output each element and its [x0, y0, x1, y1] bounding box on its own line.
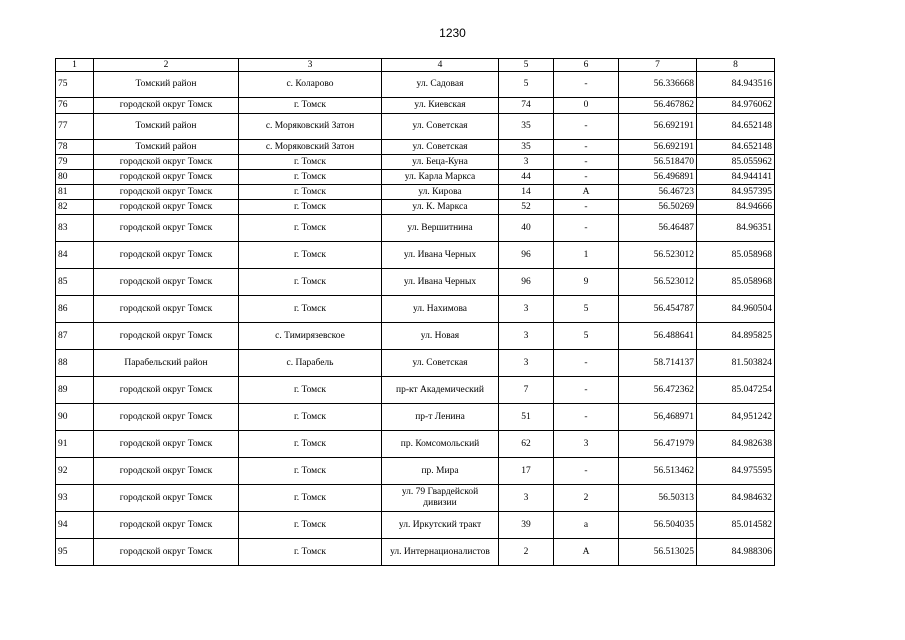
- cell-row-number: 81: [56, 185, 94, 200]
- cell-settlement: г. Томск: [239, 242, 382, 269]
- column-header-1: 1: [56, 59, 94, 72]
- cell-settlement: г. Томск: [239, 215, 382, 242]
- cell-street: ул. Садовая: [382, 72, 499, 98]
- cell-latitude: 56.488641: [619, 323, 697, 350]
- cell-building: -: [554, 200, 619, 215]
- cell-row-number: 82: [56, 200, 94, 215]
- cell-settlement: г. Томск: [239, 377, 382, 404]
- cell-house: 35: [499, 140, 554, 155]
- cell-settlement: г. Томск: [239, 404, 382, 431]
- cell-street: ул. Интернационалистов: [382, 539, 499, 566]
- cell-building: А: [554, 185, 619, 200]
- cell-street: ул. Кирова: [382, 185, 499, 200]
- cell-street: ул. 79 Гвардейской дивизии: [382, 485, 499, 512]
- cell-longitude: 85.058968: [697, 269, 775, 296]
- address-table: [55, 58, 775, 566]
- table-row: [56, 114, 775, 140]
- cell-house: 96: [499, 269, 554, 296]
- table-row: [56, 350, 775, 377]
- cell-row-number: 92: [56, 458, 94, 485]
- cell-row-number: 75: [56, 72, 94, 98]
- cell-longitude: 85.047254: [697, 377, 775, 404]
- cell-street: ул. Советская: [382, 350, 499, 377]
- cell-settlement: г. Томск: [239, 269, 382, 296]
- table-row: [56, 72, 775, 98]
- cell-row-number: 85: [56, 269, 94, 296]
- cell-settlement: с. Коларово: [239, 72, 382, 98]
- cell-street: пр-кт Академический: [382, 377, 499, 404]
- cell-building: -: [554, 170, 619, 185]
- cell-row-number: 90: [56, 404, 94, 431]
- cell-district: городской округ Томск: [94, 98, 239, 114]
- cell-district: городской округ Томск: [94, 242, 239, 269]
- table-row: [56, 377, 775, 404]
- cell-settlement: г. Томск: [239, 200, 382, 215]
- cell-longitude: 84.944141: [697, 170, 775, 185]
- table-row: [56, 404, 775, 431]
- cell-row-number: 94: [56, 512, 94, 539]
- cell-latitude: 56.467862: [619, 98, 697, 114]
- column-header-7: 7: [619, 59, 697, 72]
- table-row: [56, 140, 775, 155]
- cell-street: ул. Советская: [382, 114, 499, 140]
- table-row: [56, 215, 775, 242]
- cell-longitude: 85.055962: [697, 155, 775, 170]
- cell-house: 3: [499, 296, 554, 323]
- cell-latitude: 56.692191: [619, 140, 697, 155]
- cell-longitude: 85.014582: [697, 512, 775, 539]
- cell-latitude: 56.46487: [619, 215, 697, 242]
- cell-latitude: 56.518470: [619, 155, 697, 170]
- cell-row-number: 93: [56, 485, 94, 512]
- cell-row-number: 80: [56, 170, 94, 185]
- cell-district: городской округ Томск: [94, 431, 239, 458]
- cell-latitude: 56.50313: [619, 485, 697, 512]
- cell-house: 3: [499, 155, 554, 170]
- cell-street: ул. Вершитнина: [382, 215, 499, 242]
- cell-district: городской округ Томск: [94, 215, 239, 242]
- cell-street: ул. Новая: [382, 323, 499, 350]
- cell-district: городской округ Томск: [94, 170, 239, 185]
- cell-longitude: 84.895825: [697, 323, 775, 350]
- cell-building: -: [554, 377, 619, 404]
- cell-street: ул. Киевская: [382, 98, 499, 114]
- cell-district: городской округ Томск: [94, 485, 239, 512]
- cell-settlement: г. Томск: [239, 296, 382, 323]
- cell-street: ул. К. Маркса: [382, 200, 499, 215]
- cell-latitude: 56.454787: [619, 296, 697, 323]
- cell-longitude: 84.982638: [697, 431, 775, 458]
- cell-district: городской округ Томск: [94, 539, 239, 566]
- cell-latitude: 56.692191: [619, 114, 697, 140]
- cell-longitude: 84.976062: [697, 98, 775, 114]
- cell-building: 5: [554, 296, 619, 323]
- cell-house: 74: [499, 98, 554, 114]
- cell-street: ул. Беца-Куна: [382, 155, 499, 170]
- column-header-2: 2: [94, 59, 239, 72]
- table-row: [56, 155, 775, 170]
- cell-district: Томский район: [94, 72, 239, 98]
- page-number: 1230: [439, 26, 466, 40]
- cell-building: 2: [554, 485, 619, 512]
- column-header-5: 5: [499, 59, 554, 72]
- cell-row-number: 91: [56, 431, 94, 458]
- cell-house: 39: [499, 512, 554, 539]
- table-row: [56, 185, 775, 200]
- cell-building: а: [554, 512, 619, 539]
- cell-settlement: г. Томск: [239, 170, 382, 185]
- table-row: [56, 170, 775, 185]
- cell-latitude: 56.46723: [619, 185, 697, 200]
- cell-house: 14: [499, 185, 554, 200]
- cell-longitude: 84.988306: [697, 539, 775, 566]
- cell-longitude: 84.652148: [697, 140, 775, 155]
- cell-district: Томский район: [94, 140, 239, 155]
- cell-street: пр. Комсомольский: [382, 431, 499, 458]
- cell-district: городской округ Томск: [94, 185, 239, 200]
- cell-building: 0: [554, 98, 619, 114]
- cell-building: 5: [554, 323, 619, 350]
- cell-building: -: [554, 458, 619, 485]
- cell-house: 3: [499, 323, 554, 350]
- cell-latitude: 56.504035: [619, 512, 697, 539]
- cell-longitude: 84.652148: [697, 114, 775, 140]
- cell-building: А: [554, 539, 619, 566]
- cell-settlement: с. Парабель: [239, 350, 382, 377]
- cell-house: 62: [499, 431, 554, 458]
- cell-latitude: 58.714137: [619, 350, 697, 377]
- cell-latitude: 56.513025: [619, 539, 697, 566]
- cell-settlement: г. Томск: [239, 485, 382, 512]
- cell-street: ул. Советская: [382, 140, 499, 155]
- cell-row-number: 84: [56, 242, 94, 269]
- cell-district: городской округ Томск: [94, 296, 239, 323]
- cell-latitude: 56,468971: [619, 404, 697, 431]
- cell-longitude: 84.960504: [697, 296, 775, 323]
- cell-row-number: 89: [56, 377, 94, 404]
- cell-district: городской округ Томск: [94, 377, 239, 404]
- cell-latitude: 56.523012: [619, 242, 697, 269]
- cell-house: 35: [499, 114, 554, 140]
- cell-building: 3: [554, 431, 619, 458]
- cell-house: 96: [499, 242, 554, 269]
- cell-street: ул. Иркутский тракт: [382, 512, 499, 539]
- cell-settlement: г. Томск: [239, 539, 382, 566]
- cell-settlement: г. Томск: [239, 512, 382, 539]
- cell-longitude: 84.94666: [697, 200, 775, 215]
- cell-latitude: 56.471979: [619, 431, 697, 458]
- cell-settlement: с. Тимирязевское: [239, 323, 382, 350]
- cell-longitude: 84.943516: [697, 72, 775, 98]
- table-row: [56, 458, 775, 485]
- column-header-4: 4: [382, 59, 499, 72]
- column-header-6: 6: [554, 59, 619, 72]
- cell-longitude: 84.96351: [697, 215, 775, 242]
- cell-house: 7: [499, 377, 554, 404]
- cell-house: 52: [499, 200, 554, 215]
- cell-row-number: 77: [56, 114, 94, 140]
- cell-latitude: 56.336668: [619, 72, 697, 98]
- table-row: [56, 269, 775, 296]
- table-row: [56, 296, 775, 323]
- cell-latitude: 56.523012: [619, 269, 697, 296]
- cell-row-number: 83: [56, 215, 94, 242]
- cell-building: -: [554, 114, 619, 140]
- column-header-8: 8: [697, 59, 775, 72]
- cell-street: ул. Карла Маркса: [382, 170, 499, 185]
- cell-district: городской округ Томск: [94, 200, 239, 215]
- table-row: [56, 323, 775, 350]
- cell-longitude: 85.058968: [697, 242, 775, 269]
- cell-latitude: 56.496891: [619, 170, 697, 185]
- cell-building: 1: [554, 242, 619, 269]
- cell-row-number: 95: [56, 539, 94, 566]
- cell-building: -: [554, 215, 619, 242]
- cell-longitude: 84.984632: [697, 485, 775, 512]
- cell-district: Парабельский район: [94, 350, 239, 377]
- cell-building: -: [554, 72, 619, 98]
- cell-longitude: 84.975595: [697, 458, 775, 485]
- cell-settlement: г. Томск: [239, 155, 382, 170]
- table-row: [56, 539, 775, 566]
- cell-district: городской округ Томск: [94, 323, 239, 350]
- cell-settlement: г. Томск: [239, 431, 382, 458]
- table-row: [56, 431, 775, 458]
- cell-district: городской округ Томск: [94, 512, 239, 539]
- cell-settlement: г. Томск: [239, 98, 382, 114]
- cell-district: Томский район: [94, 114, 239, 140]
- cell-district: городской округ Томск: [94, 404, 239, 431]
- table-header-row: [56, 59, 775, 72]
- cell-latitude: 56.50269: [619, 200, 697, 215]
- cell-house: 3: [499, 350, 554, 377]
- cell-district: городской округ Томск: [94, 458, 239, 485]
- cell-row-number: 87: [56, 323, 94, 350]
- cell-row-number: 88: [56, 350, 94, 377]
- cell-street: ул. Ивана Черных: [382, 269, 499, 296]
- table-row: [56, 98, 775, 114]
- cell-latitude: 56.513462: [619, 458, 697, 485]
- cell-building: -: [554, 155, 619, 170]
- table-row: [56, 512, 775, 539]
- cell-building: -: [554, 140, 619, 155]
- cell-district: городской округ Томск: [94, 155, 239, 170]
- cell-latitude: 56.472362: [619, 377, 697, 404]
- cell-house: 5: [499, 72, 554, 98]
- cell-row-number: 78: [56, 140, 94, 155]
- cell-house: 17: [499, 458, 554, 485]
- cell-house: 2: [499, 539, 554, 566]
- cell-house: 3: [499, 485, 554, 512]
- cell-street: пр. Мира: [382, 458, 499, 485]
- cell-street: ул. Ивана Черных: [382, 242, 499, 269]
- cell-building: 9: [554, 269, 619, 296]
- cell-row-number: 79: [56, 155, 94, 170]
- cell-settlement: с. Моряковский Затон: [239, 114, 382, 140]
- column-header-3: 3: [239, 59, 382, 72]
- cell-row-number: 76: [56, 98, 94, 114]
- cell-house: 40: [499, 215, 554, 242]
- cell-settlement: г. Томск: [239, 185, 382, 200]
- cell-district: городской округ Томск: [94, 269, 239, 296]
- cell-house: 44: [499, 170, 554, 185]
- cell-settlement: г. Томск: [239, 458, 382, 485]
- cell-house: 51: [499, 404, 554, 431]
- table-row: [56, 200, 775, 215]
- cell-settlement: с. Моряковский Затон: [239, 140, 382, 155]
- cell-longitude: 84.957395: [697, 185, 775, 200]
- cell-building: -: [554, 350, 619, 377]
- cell-building: -: [554, 404, 619, 431]
- cell-longitude: 84,951242: [697, 404, 775, 431]
- cell-street: ул. Нахимова: [382, 296, 499, 323]
- cell-street: пр-т Ленина: [382, 404, 499, 431]
- table-row: [56, 485, 775, 512]
- table-row: [56, 242, 775, 269]
- cell-row-number: 86: [56, 296, 94, 323]
- cell-longitude: 81.503824: [697, 350, 775, 377]
